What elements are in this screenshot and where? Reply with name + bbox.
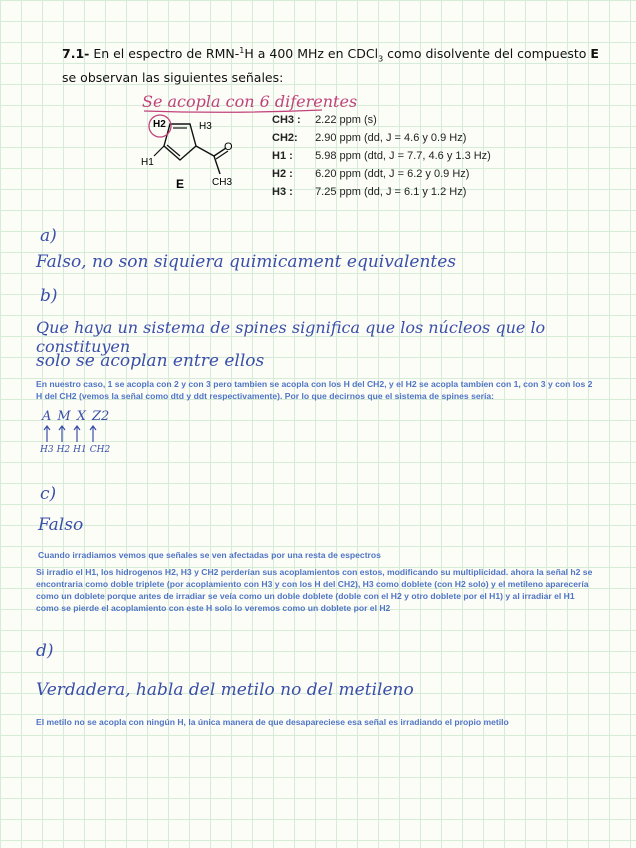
section-b-explanation: En nuestro caso, 1 se acopla con 2 y con 3 pero tambien se acopla con los H del CH2, y el H2 se acopla tambien con 1, con 3 y con los 2 H del CH2 (vemos la señal como dtd y ddt respectivamente). Por lo que decirnos que el sistema de spines sería:	[36, 379, 593, 401]
signal-row: CH3 : 2.22 ppm (s)	[272, 114, 377, 126]
signal-row: H3 : 7.25 ppm (dd, J = 6.1 y 1.2 Hz)	[272, 186, 467, 198]
spin-system-nuclei: H3 H2 H1 CH2	[40, 445, 111, 455]
molecule-compound-label: E	[176, 177, 185, 191]
spin-system-letters: A M X Z2	[42, 409, 110, 424]
section-d-answer: Verdadera, habla del metilo no del metileno	[36, 680, 414, 700]
molecule-methyl-label: CH3	[212, 177, 233, 188]
nmr-signal-list	[272, 111, 552, 201]
spin-arrows	[42, 424, 112, 444]
section-d-letter: d)	[36, 641, 54, 661]
section-a-letter: a)	[40, 226, 57, 246]
signal-row: H1 : 5.98 ppm (dtd, J = 7.7, 4.6 y 1.3 Hz)	[272, 150, 491, 162]
section-c-explanation-2: Si irradio el H1, los hidrogenos H2, H3 y CH2 perderían sus acoplamientos con estos, modificando su multiplicidad. ahora la señal h2 se encontraria como doble triplete (por acoplamiento con H3 y con los H del CH2), H3 como doblete (con H2 solo) y el metileno aparecería como un doblete porque antes de irradiar se veía como un doble doblete (doble con el H2 y otro doblete por el H1) y al irradiar el H1 como se pierde el acoplamiento con este H solo lo veremos como un doblete por el H2	[36, 567, 593, 613]
question-number: 7.1-	[62, 46, 90, 62]
molecule-h1-label: H1	[141, 157, 154, 168]
question-text: 7.1- En el espectro de RMN-$^1$H a 400 MHz en CDCl$_3$ como disolvente del compuesto E se observan las siguientes señales:	[62, 46, 599, 85]
molecule-oxygen-label: O	[224, 141, 233, 153]
section-a-answer: Falso, no son siquiera quimicament equivalentes	[36, 252, 457, 272]
section-c-explanation-1: Cuando irradiamos vemos que señales se ven afectadas por una resta de espectros	[38, 550, 381, 560]
section-c-answer: Falso	[38, 515, 84, 535]
signal-row: CH2: 2.90 ppm (dd, J = 4.6 y 0.9 Hz)	[272, 132, 467, 144]
molecule-h2-label: H2	[153, 119, 166, 130]
coupling-annotation: Se acopla con 6 diferentes	[142, 92, 358, 111]
section-c-letter: c)	[40, 484, 57, 504]
section-b-answer-line2: solo se acoplan entre ellos	[36, 351, 265, 371]
section-b-answer-line1: Que haya un sistema de spines significa que los núcleos que lo constituyen	[36, 318, 546, 356]
molecule-h3-label: H3	[199, 121, 212, 132]
section-d-explanation: El metilo no se acopla con ningún H, la única manera de que desapareciese esa señal es irradiando el propio metilo	[36, 717, 509, 727]
section-b-letter: b)	[40, 286, 58, 306]
signal-row: H2 : 6.20 ppm (ddt, J = 6.2 y 0.9 Hz)	[272, 168, 470, 180]
